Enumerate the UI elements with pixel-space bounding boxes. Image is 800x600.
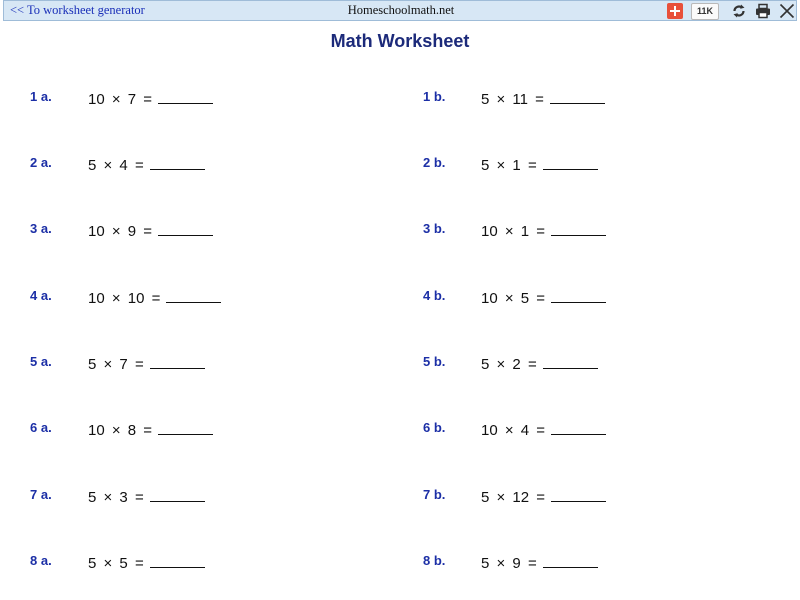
problem-expression: 10 × 10 = [88,289,221,307]
plus-icon[interactable] [667,3,683,19]
problem-expression: 10 × 8 = [88,421,213,439]
answer-blank [150,355,205,369]
print-icon[interactable] [754,2,772,20]
answer-blank [150,488,205,502]
problem-label: 2 a. [30,155,52,170]
answer-blank [543,554,598,568]
problem-label: 2 b. [423,155,446,170]
answer-blank [158,222,213,236]
problem-label: 8 a. [30,553,52,568]
problem-expression: 5 × 5 = [88,554,205,572]
share-count-badge: 11K [691,3,719,20]
problem-expression: 10 × 7 = [88,90,213,108]
answer-blank [543,156,598,170]
problem-label: 3 b. [423,221,446,236]
problem-label: 5 b. [423,354,446,369]
problem-expression: 10 × 5 = [481,289,606,307]
answer-blank [166,289,221,303]
problem-label: 5 a. [30,354,52,369]
problem-expression: 10 × 9 = [88,222,213,240]
answer-blank [551,289,606,303]
problem-expression: 5 × 9 = [481,554,598,572]
problem-expression: 10 × 4 = [481,421,606,439]
answer-blank [551,421,606,435]
problem-label: 3 a. [30,221,52,236]
answer-blank [158,90,213,104]
refresh-icon[interactable] [730,2,748,20]
answer-blank [551,488,606,502]
problem-expression: 5 × 1 = [481,156,598,174]
answer-blank [150,554,205,568]
problem-label: 1 a. [30,89,52,104]
problem-label: 7 b. [423,487,446,502]
answer-blank [158,421,213,435]
back-to-generator-link[interactable]: << To worksheet generator [10,3,145,17]
top-toolbar [3,0,797,21]
problem-label: 8 b. [423,553,446,568]
answer-blank [551,222,606,236]
answer-blank [550,90,605,104]
problem-expression: 5 × 3 = [88,488,205,506]
close-icon[interactable] [778,2,796,20]
problem-label: 6 a. [30,420,52,435]
problem-expression: 10 × 1 = [481,222,606,240]
worksheet-title: Math Worksheet [330,31,470,51]
problem-label: 6 b. [423,420,446,435]
problem-label: 4 a. [30,288,52,303]
problem-label: 4 b. [423,288,446,303]
problem-label: 1 b. [423,89,446,104]
problem-label: 7 a. [30,487,52,502]
answer-blank [543,355,598,369]
problem-expression: 5 × 7 = [88,355,205,373]
problem-expression: 5 × 12 = [481,488,606,506]
problem-expression: 5 × 11 = [481,90,605,108]
problem-expression: 5 × 4 = [88,156,205,174]
site-name: Homeschoolmath.net [347,3,455,17]
answer-blank [150,156,205,170]
problem-expression: 5 × 2 = [481,355,598,373]
